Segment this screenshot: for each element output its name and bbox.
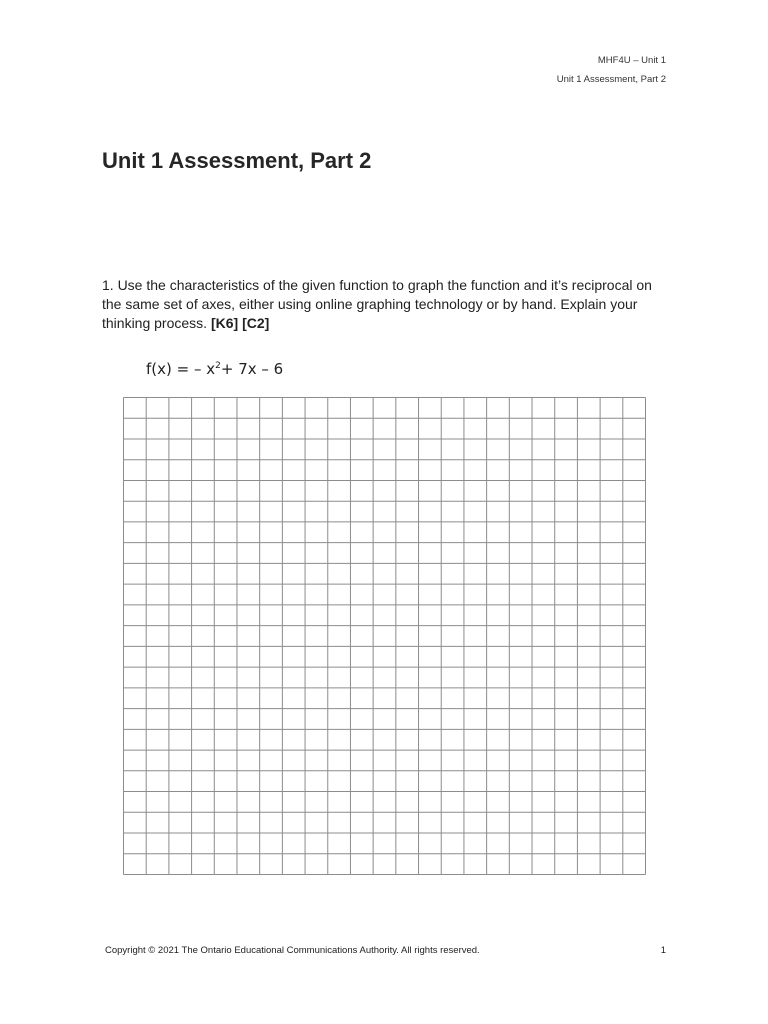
page-number: 1 (660, 945, 666, 956)
header-course: MHF4U – Unit 1 (597, 55, 666, 66)
function-lhs: f(x) = – x (146, 360, 216, 378)
function-rhs: + 7x – 6 (220, 360, 284, 378)
copyright-notice: Copyright © 2021 The Ontario Educational Communications Authority. All rights reserved. (105, 945, 480, 956)
question-codes: [K6] [C2] (210, 315, 270, 331)
question-body: 1. Use the characteristics of the given function to graph the function and it’s reciprocal on the same set of axes, either using online graphing technology or by hand. Explain your thinking process. (102, 277, 652, 331)
page-title: Unit 1 Assessment, Part 2 (102, 148, 372, 173)
graph-grid[interactable] (123, 397, 646, 875)
function-expression (146, 360, 283, 378)
function-exponent: 2 (215, 361, 221, 371)
header-section: Unit 1 Assessment, Part 2 (556, 74, 666, 85)
question-text (102, 276, 662, 333)
